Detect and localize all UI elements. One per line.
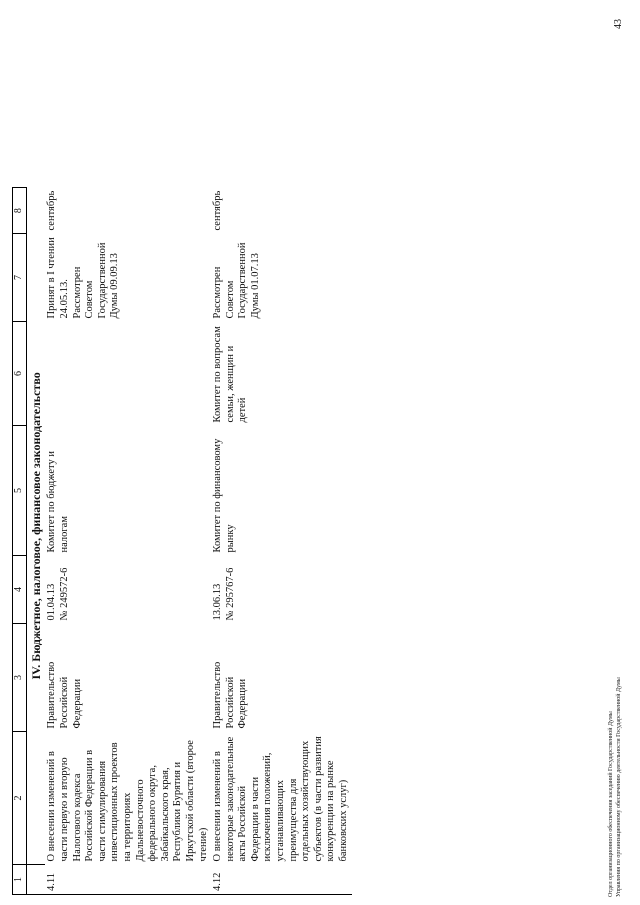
- footer-line: Отдел организационного обеспечения заседаний Государственной Думы: [608, 711, 614, 897]
- bill-initiator: Правительство Российской Федерации: [46, 661, 83, 729]
- column-header: 5: [13, 426, 27, 556]
- bill-registration: [211, 556, 352, 624]
- section-heading-row: [27, 188, 46, 895]
- page-number: 43: [613, 19, 624, 29]
- column-header-row: [13, 188, 27, 895]
- page-footer: [608, 677, 623, 897]
- bill-title: О внесении изменений в некоторые законодательные акты Российской Федерации в части исключения положений, устанавливающих преимущества для отдельных хозяйствующих субъектов (в части развития конкуренции на рынке банковских услуг): [212, 736, 350, 862]
- planned-month: сентябрь: [212, 190, 224, 231]
- responsible-committee: Комитет по финансовому рынку: [212, 438, 236, 553]
- bill-number: № 249572-6: [58, 567, 70, 621]
- bill-status: Рассмотрен Советом Государственной Думы 01.07.13: [212, 242, 261, 319]
- table-row: [211, 188, 352, 895]
- bill-number: № 295767-6: [224, 567, 236, 621]
- co-executor-committee: [45, 322, 211, 426]
- column-header: 3: [13, 624, 27, 732]
- table-row: [45, 188, 211, 895]
- footer-line: Управления по организационному обеспечению деятельности Государственной Думы: [615, 677, 622, 897]
- column-header: 4: [13, 556, 27, 624]
- column-header: 8: [13, 188, 27, 234]
- column-header: 7: [13, 234, 27, 322]
- row-number: 4.12: [211, 865, 352, 895]
- bill-date: 13.06.13: [212, 583, 224, 621]
- section-title: IV. Бюджетное, налоговое, финансовое законодательство: [27, 188, 46, 865]
- planned-month: сентябрь: [46, 190, 58, 231]
- co-executor-committee: Комитет по вопросам семьи, женщин и детей: [212, 326, 249, 423]
- row-number: 4.11: [45, 865, 211, 895]
- column-header: 6: [13, 322, 27, 426]
- bill-title: О внесении изменений в части первую и вторую Налогового кодекса Российской Федерации в части стимулирования инвестиционных проектов на территориях Дальневосточного федерального округа, Забайкальского края, Республики Бурятия и Иркутской области (второе чтение): [46, 740, 209, 862]
- column-header: 1: [13, 865, 27, 895]
- legislation-plan-table: [12, 187, 352, 895]
- bill-date: 01.04.13: [46, 583, 58, 621]
- bill-registration: [45, 556, 211, 624]
- bill-initiator: Правительство Российской Федерации: [212, 661, 249, 729]
- column-header: 2: [13, 732, 27, 865]
- responsible-committee: Комитет по бюджету и налогам: [46, 451, 70, 553]
- bill-status: Принят в I чтении 24.05.13. Рассмотрен Советом Государственной Думы 09.09.13: [46, 237, 121, 319]
